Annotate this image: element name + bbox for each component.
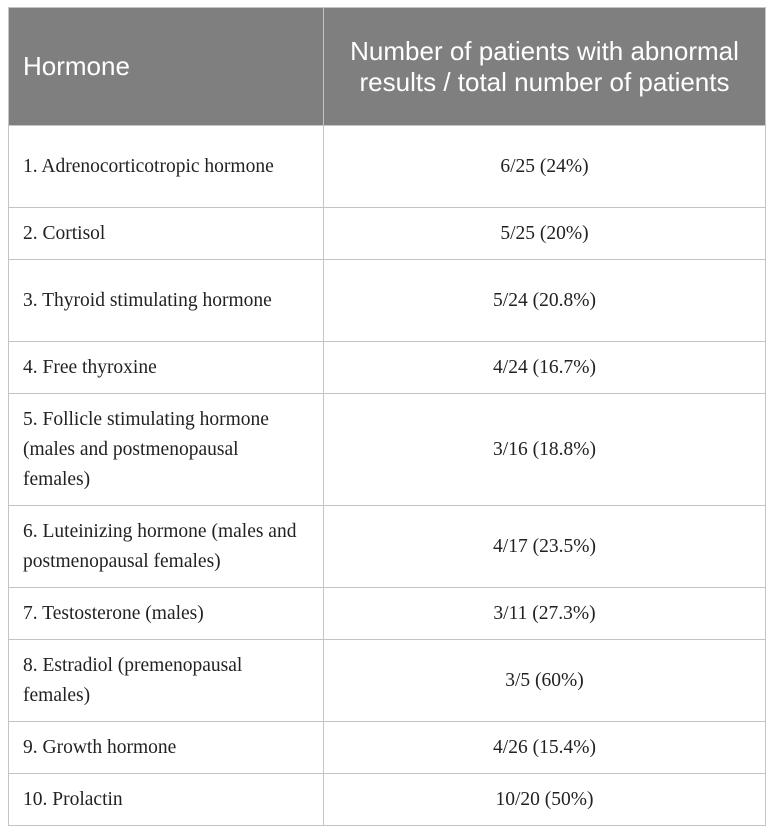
table-row xyxy=(9,722,766,774)
table-row xyxy=(9,394,766,506)
table-row xyxy=(9,588,766,640)
table-header xyxy=(9,8,766,126)
hormone-cell: 1. Adrenocorticotropic hormone xyxy=(9,126,324,208)
hormone-cell: 10. Prolactin xyxy=(9,774,324,826)
count-cell: 4/26 (15.4%) xyxy=(324,722,766,774)
hormone-cell: 6. Luteinizing hormone (males and postmenopausal females) xyxy=(9,506,324,588)
hormone-cell: 2. Cortisol xyxy=(9,208,324,260)
count-cell: 5/24 (20.8%) xyxy=(324,260,766,342)
count-cell: 5/25 (20%) xyxy=(324,208,766,260)
hormone-cell: 5. Follicle stimulating hormone (males and postmenopausal females) xyxy=(9,394,324,506)
column-header-hormone: Hormone xyxy=(9,8,324,126)
hormone-cell: 7. Testosterone (males) xyxy=(9,588,324,640)
header-row xyxy=(9,8,766,126)
count-cell: 3/11 (27.3%) xyxy=(324,588,766,640)
count-cell: 4/17 (23.5%) xyxy=(324,506,766,588)
table-row xyxy=(9,260,766,342)
count-cell: 3/16 (18.8%) xyxy=(324,394,766,506)
count-cell: 3/5 (60%) xyxy=(324,640,766,722)
table-row xyxy=(9,342,766,394)
column-header-count: Number of patients with abnormal results / total number of patients xyxy=(324,8,766,126)
table-row xyxy=(9,640,766,722)
table-row xyxy=(9,208,766,260)
count-cell: 6/25 (24%) xyxy=(324,126,766,208)
hormone-results-table xyxy=(8,7,766,826)
table-body xyxy=(9,126,766,826)
table-row xyxy=(9,506,766,588)
table-row xyxy=(9,774,766,826)
hormone-cell: 4. Free thyroxine xyxy=(9,342,324,394)
table-row xyxy=(9,126,766,208)
hormone-cell: 8. Estradiol (premenopausal females) xyxy=(9,640,324,722)
count-cell: 4/24 (16.7%) xyxy=(324,342,766,394)
count-cell: 10/20 (50%) xyxy=(324,774,766,826)
hormone-cell: 9. Growth hormone xyxy=(9,722,324,774)
hormone-cell: 3. Thyroid stimulating hormone xyxy=(9,260,324,342)
